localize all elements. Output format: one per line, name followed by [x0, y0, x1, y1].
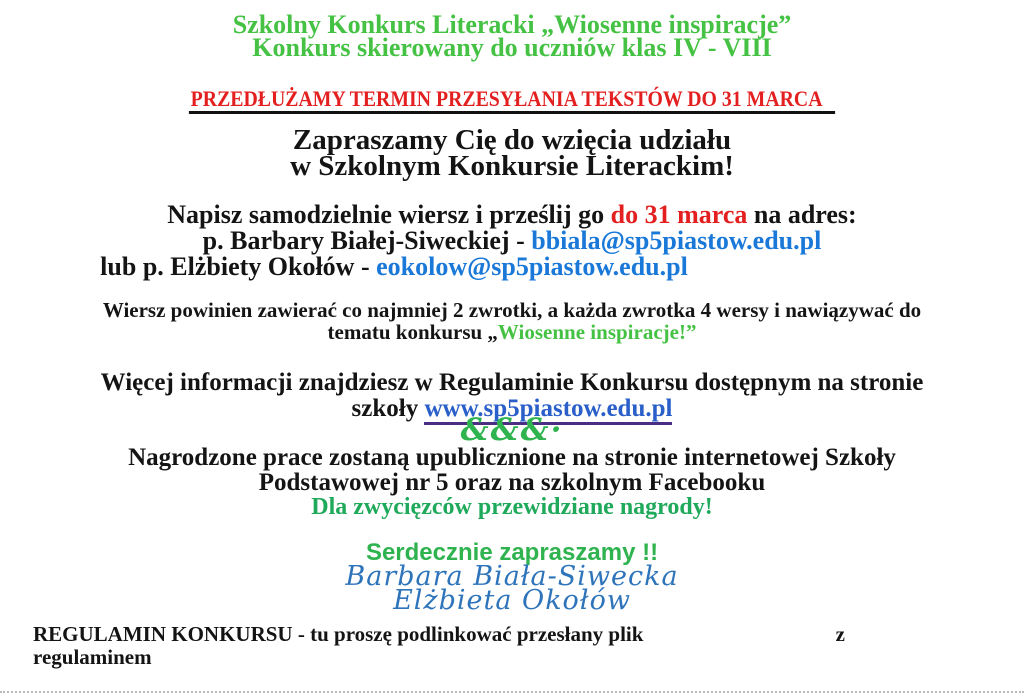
- submission-intro-prefix: Napisz samodzielnie wiersz i prześlij go: [167, 200, 611, 229]
- info-line-1: Więcej informacji znajdziesz w Regulaminie Konkursu dostępnym na stronie: [100, 369, 924, 396]
- school-website-link[interactable]: www.sp5piastow.edu.pl: [424, 395, 672, 425]
- prizes-note: Dla zwycięzców przewidziane nagrody!: [311, 494, 713, 520]
- regulation-note-left: REGULAMIN KONKURSU - tu proszę podlinkować przesłany plik: [33, 622, 644, 646]
- submission-deadline: do 31 marca: [610, 200, 748, 229]
- page-bottom-divider: [0, 691, 1024, 693]
- results-block: [0, 445, 1024, 520]
- regulation-note-right: z: [835, 622, 845, 646]
- invitation-line-2: w Szkolnym Konkursie Literackim!: [290, 150, 734, 182]
- contact-2-email-link[interactable]: eokolow@sp5piastow.edu.pl: [376, 252, 688, 281]
- signature-2: Elżbieta Okołów: [393, 585, 631, 616]
- title-line-1: Szkolny Konkurs Literacki „Wiosenne inspiracje”: [232, 10, 792, 39]
- submission-intro-suffix: na adres:: [747, 200, 857, 229]
- regulation-note: [33, 623, 845, 669]
- contact-1: [0, 228, 1024, 254]
- contact-1-email-link[interactable]: bbiala@sp5piastow.edu.pl: [531, 226, 822, 255]
- regulation-note-line-1: [33, 623, 845, 646]
- info-line2-prefix: szkoły: [351, 395, 425, 422]
- contact-2-name: lub p. Elżbiety Okołów -: [100, 252, 377, 281]
- deadline-extension-text: PRZEDŁUŻAMY TERMIN PRZESYŁANIA TEKSTÓW DO 31 MARCA: [189, 88, 835, 114]
- invitation-block: [0, 124, 1024, 182]
- farewell-text: Serdecznie zapraszamy !!: [365, 539, 659, 566]
- submission-block: [0, 202, 1024, 280]
- signatures-block: [0, 561, 1024, 616]
- contact-2: [0, 254, 906, 280]
- signature-1: Barbara Biała-Siwecka: [345, 561, 679, 592]
- deadline-extension-notice: [51, 88, 973, 114]
- submission-intro: [0, 202, 1024, 228]
- requirements-line2-prefix: tematu konkursu „: [327, 320, 498, 344]
- invitation-line-1: Zapraszamy Cię do wzięcia udziału: [292, 124, 732, 156]
- title-line-2: Konkurs skierowany do uczniów klas IV - VIII: [252, 33, 772, 62]
- contact-1-name: p. Barbary Białej-Siweckiej -: [202, 226, 532, 255]
- results-line-2: Podstawowej nr 5 oraz na szkolnym Facebooku: [258, 469, 766, 496]
- requirements-line-1: Wiersz powinien zawierać co najmniej 2 zwrotki, a każda zwrotka 4 wersy i nawiązywać do: [102, 298, 922, 322]
- ampersand-divider: &&&·: [460, 412, 564, 448]
- page-title: [0, 10, 1024, 62]
- requirements-line-2: [0, 321, 1024, 343]
- regulation-note-line-2: regulaminem: [33, 645, 152, 669]
- requirements-block: [0, 299, 1024, 343]
- contest-theme: Wiosenne inspiracje!”: [497, 320, 697, 344]
- announcement-page: [0, 10, 1024, 669]
- results-line-1: Nagrodzone prace zostaną upublicznione na stronie internetowej Szkoły: [128, 444, 896, 471]
